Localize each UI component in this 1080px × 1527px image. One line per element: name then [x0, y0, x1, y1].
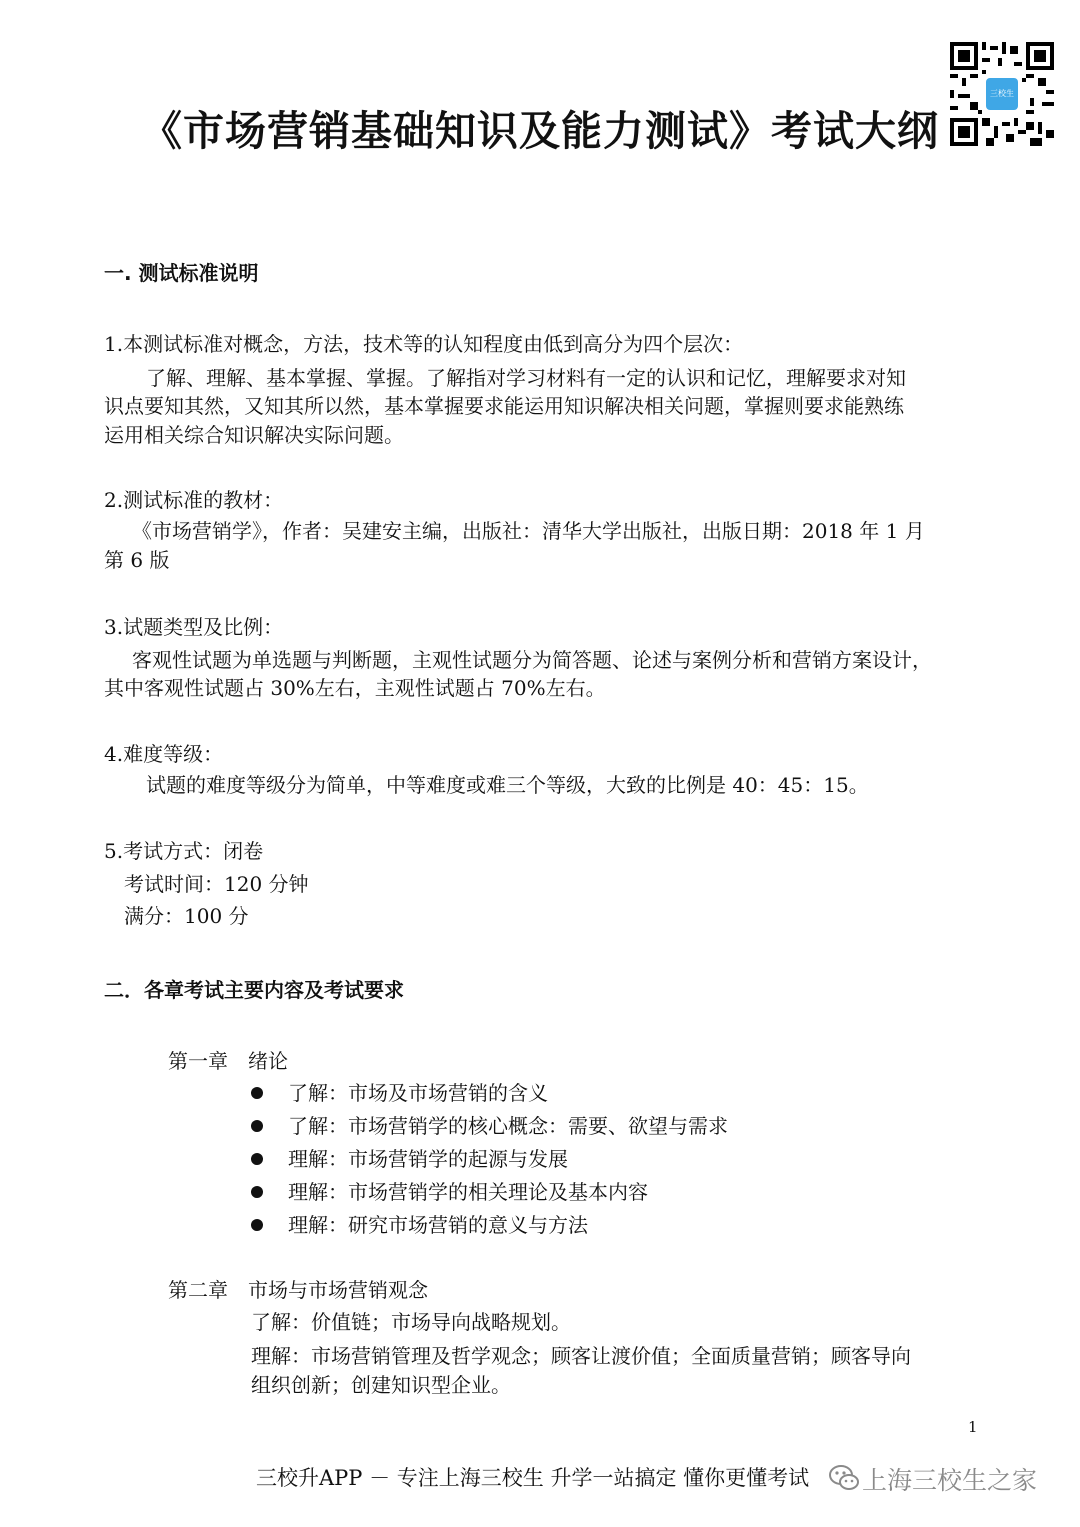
chapter1-bullet: 了解：市场及市场营销的含义	[288, 1081, 548, 1105]
chapter2-line: 了解：价值链；市场导向战略规划。	[251, 1310, 571, 1334]
item1-head: 1.本测试标准对概念，方法，技术等的认知程度由低到高分为四个层次：	[104, 332, 744, 356]
page-number: 1	[968, 1418, 978, 1436]
item4-line: 试题的难度等级分为简单，中等难度或难三个等级，大致的比例是 40：45：15。	[146, 773, 869, 797]
footer-text: 三校升APP － 专注上海三校生 升学一站搞定 懂你更懂考试	[256, 1466, 810, 1490]
bullet-icon	[251, 1183, 263, 1202]
item1-line: 运用相关综合知识解决实际问题。	[104, 423, 404, 447]
chapter2-line: 理解：市场营销管理及哲学观念；顾客让渡价值；全面质量营销；顾客导向	[251, 1344, 911, 1368]
bullet-icon	[251, 1150, 263, 1169]
chapter1-title: 第一章 绪论	[168, 1049, 288, 1073]
item3-head: 3.试题类型及比例：	[104, 615, 284, 639]
qr-logo-label: 三校生	[990, 89, 1014, 98]
chapter1-bullet: 理解：市场营销学的相关理论及基本内容	[288, 1180, 648, 1204]
bullet-icon	[251, 1084, 263, 1103]
item4-head: 4.难度等级：	[104, 742, 224, 766]
item2-line: 《市场营销学》，作者：吴建安主编，出版社：清华大学出版社，出版日期：2018 年 1 月	[132, 519, 925, 543]
section-heading-1: 一. 测试标准说明	[104, 261, 259, 285]
watermark-text: 上海三校生之家	[862, 1466, 1038, 1495]
section-heading-2: 二．各章考试主要内容及考试要求	[104, 978, 404, 1002]
item2-head: 2.测试标准的教材：	[104, 488, 284, 512]
item5-line: 满分：100 分	[124, 904, 249, 928]
chapter1-bullet: 了解：市场营销学的核心概念：需要、欲望与需求	[288, 1114, 728, 1138]
item5-head: 5.考试方式：闭卷	[104, 839, 264, 863]
chapter1-bullet: 理解：市场营销学的起源与发展	[288, 1147, 568, 1171]
item5-line: 考试时间：120 分钟	[124, 872, 309, 896]
item1-line: 识点要知其然，又知其所以然，基本掌握要求能运用知识解决相关问题，掌握则要求能熟练	[104, 394, 904, 418]
bullet-icon	[251, 1117, 263, 1136]
item2-line: 第 6 版	[104, 548, 170, 572]
document-title: 《市场营销基础知识及能力测试》考试大纲	[141, 107, 939, 155]
item3-line: 其中客观性试题占 30%左右，主观性试题占 70%左右。	[104, 676, 606, 700]
item1-line: 了解、理解、基本掌握、掌握。了解指对学习材料有一定的认识和记忆，理解要求对知	[146, 366, 906, 390]
chapter2-line: 组织创新；创建知识型企业。	[251, 1373, 511, 1397]
item3-line: 客观性试题为单选题与判断题，主观性试题分为简答题、论述与案例分析和营销方案设计，	[132, 648, 932, 672]
chapter1-bullet: 理解：研究市场营销的意义与方法	[288, 1213, 588, 1237]
bullet-icon	[251, 1216, 263, 1235]
wechat-icon	[828, 1462, 860, 1494]
chapter2-title: 第二章 市场与市场营销观念	[168, 1278, 428, 1302]
